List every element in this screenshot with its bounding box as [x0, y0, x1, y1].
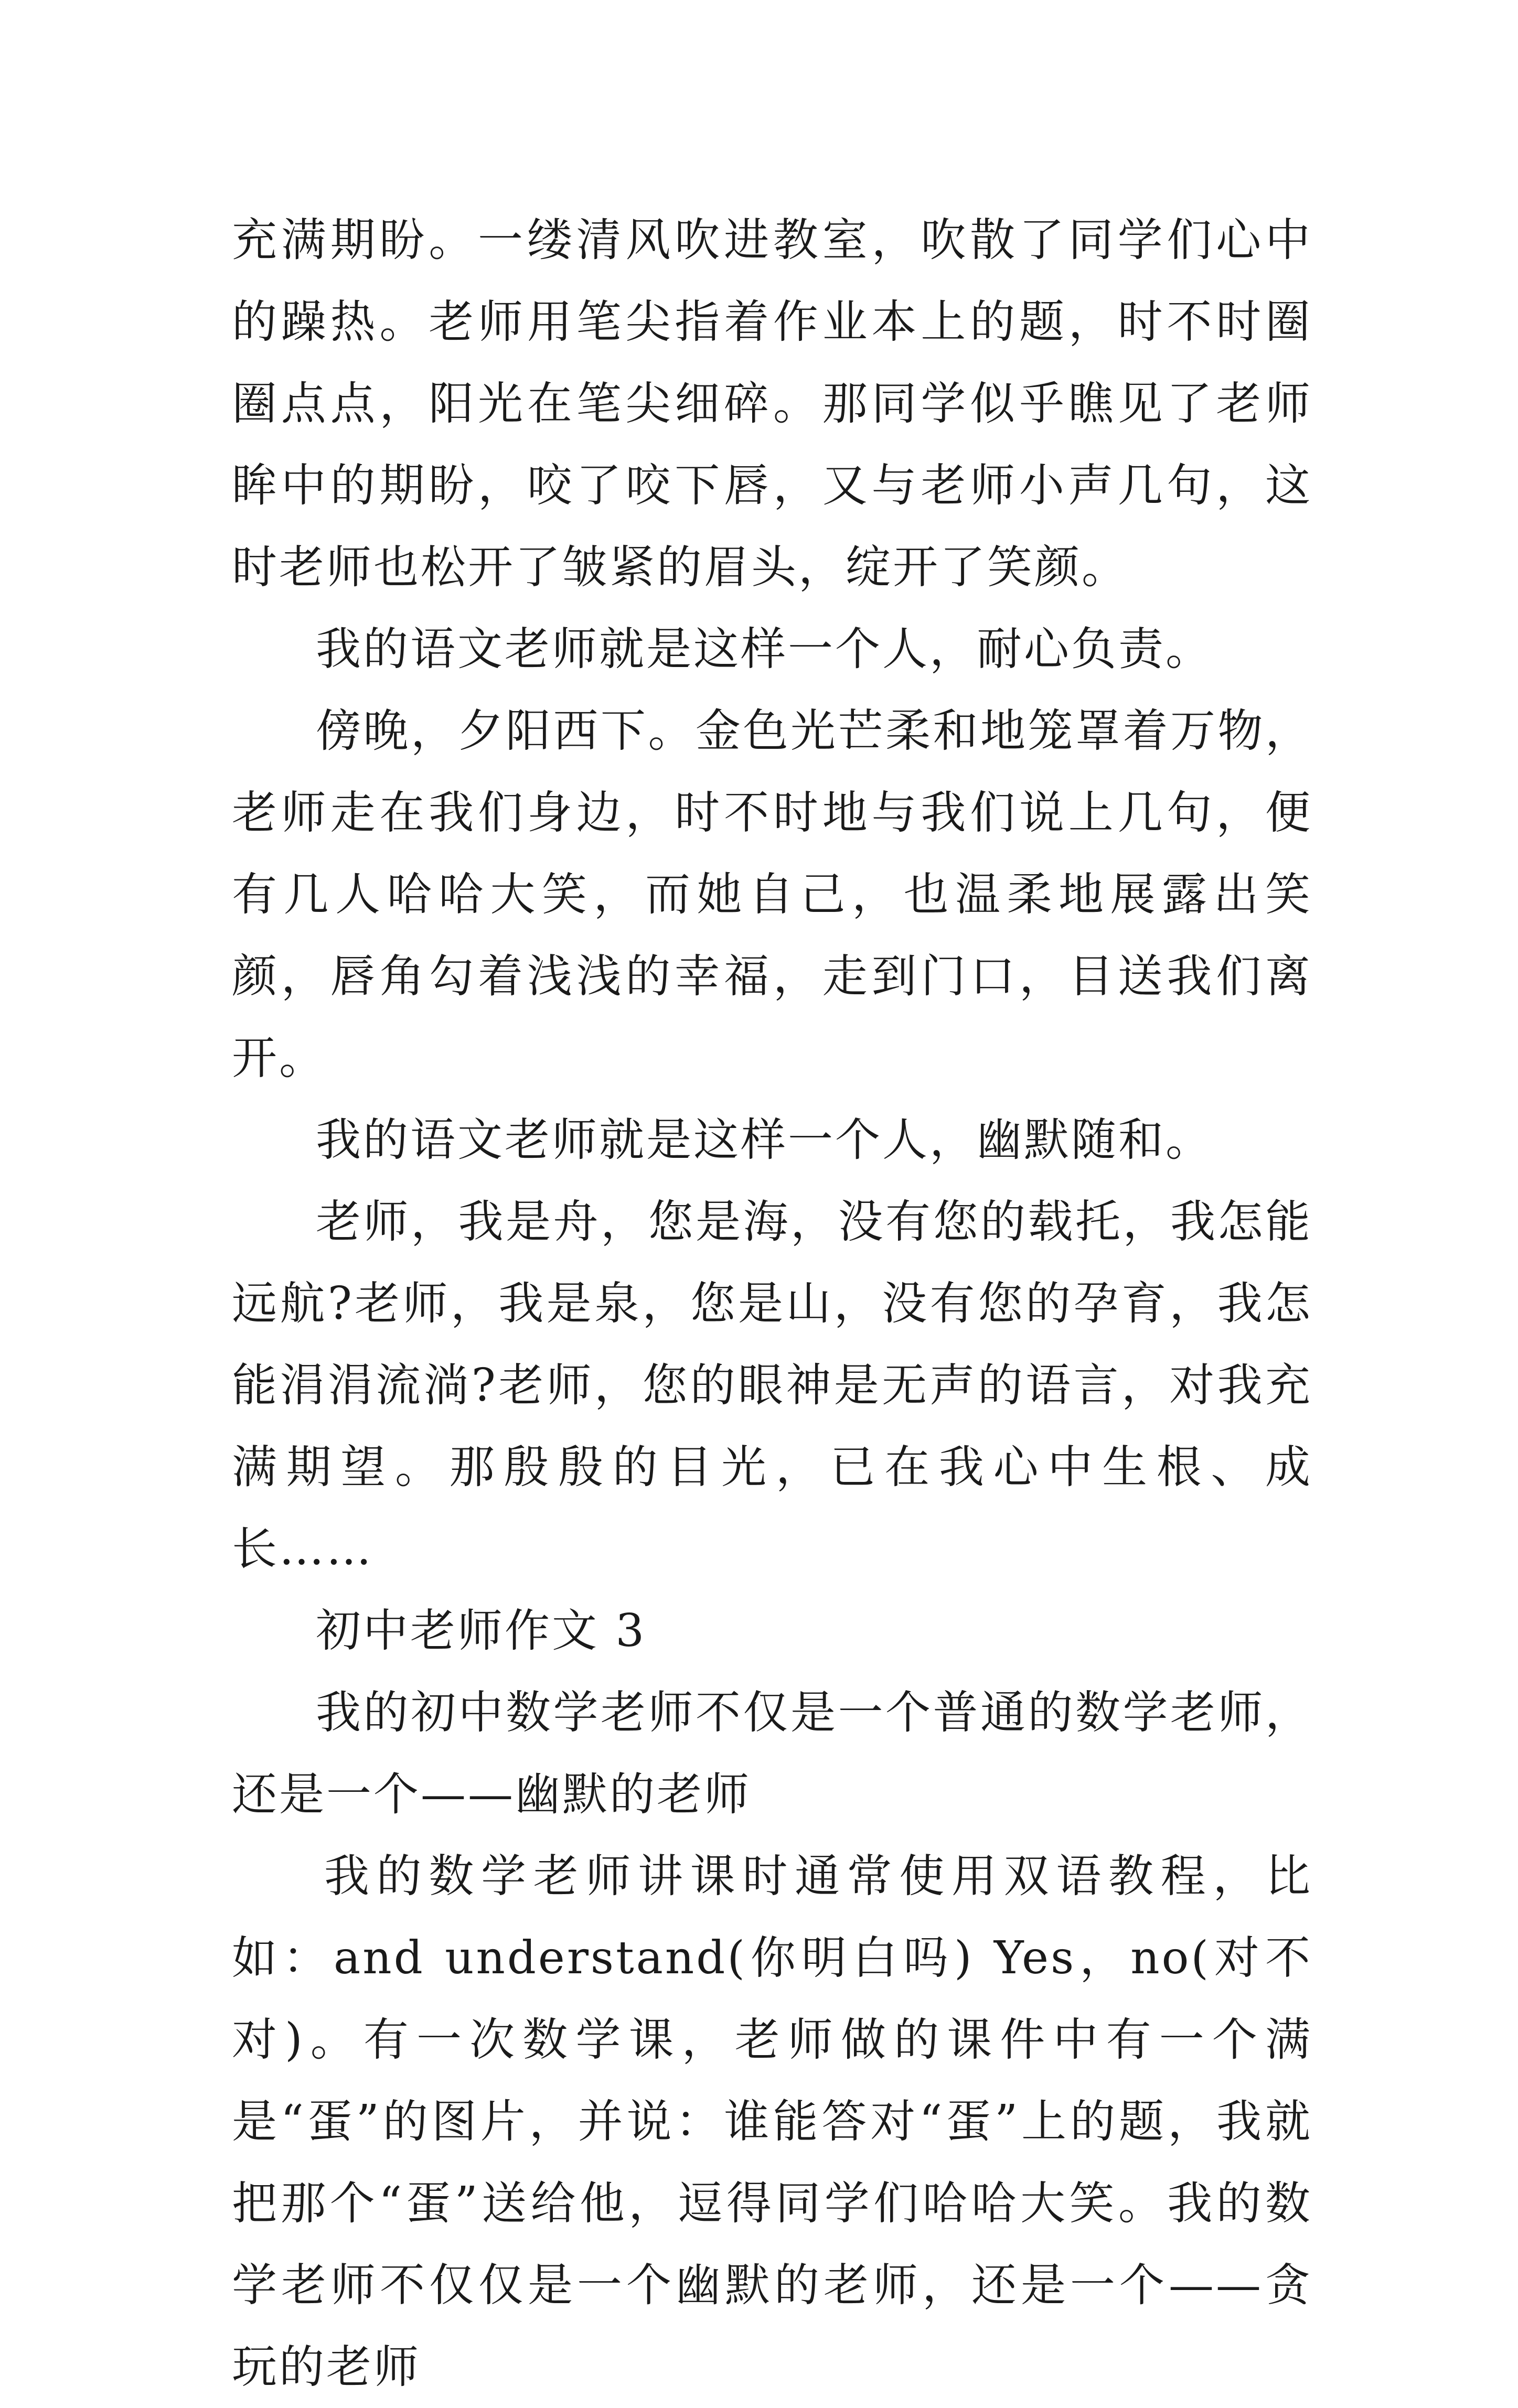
section-heading: 初中老师作文 3 [316, 1605, 647, 1657]
paragraph-math-teacher-bilingual: 我的数学老师讲课时通常使用双语教程，比如：and understand(你明白吗) Yes，no(对不对)。有一次数学课，老师做的课件中有一个满是“蛋”的图片，并说：谁能答对“蛋”上的题，我就把那个“蛋”送给他，逗得同学们哈哈大笑。我的数学老师不仅仅是一个幽默的老师，还是一个——贪玩的老师 [232, 1850, 1312, 2393]
paragraph-continuation: 充满期盼。一缕清风吹进教室，吹散了同学们心中的躁热。老师用笔尖指着作业本上的题，时不时圈圈点点，阳光在笔尖细碎。那同学似乎瞧见了老师眸中的期盼，咬了咬下唇，又与老师小声几句，这时老师也松开了皱紧的眉头，绽开了笑颜。 [232, 214, 1312, 594]
paragraph-math-teacher-intro: 我的初中数学老师不仅是一个普通的数学老师，还是一个——幽默的老师 [232, 1686, 1312, 1821]
paragraph-evening: 傍晚，夕阳西下。金色光芒柔和地笼罩着万物，老师走在我们身边，时不时地与我们说上几句，便有几人哈哈大笑，而她自己，也温柔地展露出笑颜，唇角勾着浅浅的幸福，走到门口，目送我们离开。 [232, 705, 1312, 1084]
paragraph-tribute: 老师，我是舟，您是海，没有您的载托，我怎能远航?老师，我是泉，您是山，没有您的孕育，我怎能涓涓流淌?老师，您的眼神是无声的语言，对我充满期望。那殷殷的目光，已在我心中生根、成长…… [232, 1196, 1312, 1575]
document-page [232, 199, 1312, 2408]
paragraph-summary-patient: 我的语文老师就是这样一个人，耐心负责。 [316, 623, 1213, 675]
paragraph-summary-humorous: 我的语文老师就是这样一个人，幽默随和。 [316, 1114, 1213, 1166]
